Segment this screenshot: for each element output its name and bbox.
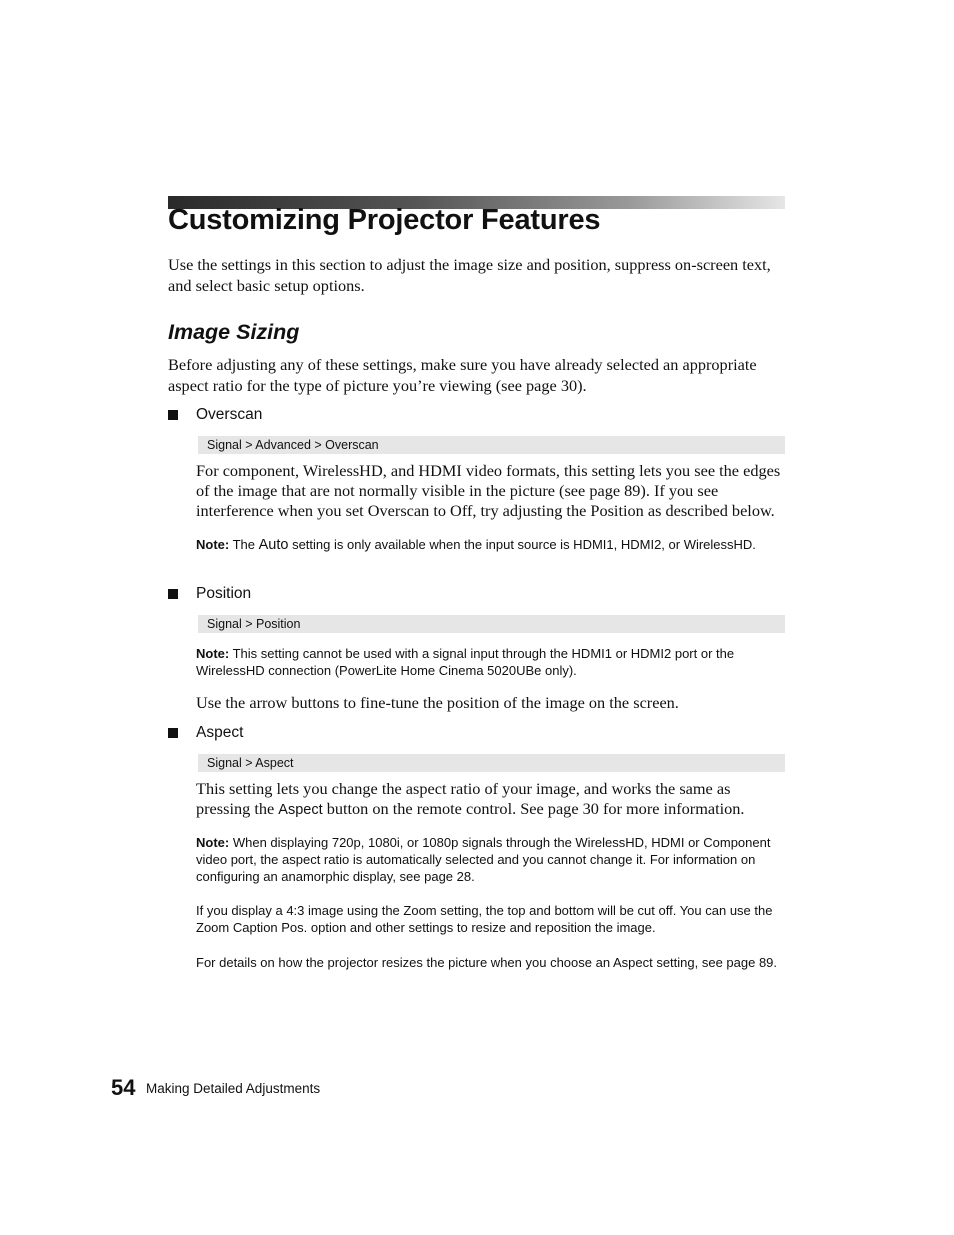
aspect-heading-label: Aspect	[196, 724, 244, 741]
position-menu-path: Signal > Position	[198, 615, 785, 633]
position-heading-label: Position	[196, 585, 252, 602]
overscan-note	[196, 536, 788, 554]
overscan-note-post: setting is only available when the input source is HDMI1, HDMI2, or WirelessHD.	[288, 537, 756, 552]
aspect-note-1-text: When displaying 720p, 1080i, or 1080p signals through the WirelessHD, HDMI or Component video port, the aspect ratio is automatically selected and you cannot change it. For information on configuring an anamorphic display, see page 28.	[196, 835, 771, 884]
aspect-body-term: Aspect	[278, 802, 323, 818]
section-title: Image Sizing	[168, 320, 300, 344]
aspect-note-1	[196, 834, 788, 885]
aspect-body	[196, 779, 788, 820]
overscan-note-pre: The	[232, 537, 259, 552]
position-note-text: This setting cannot be used with a signal input through the HDMI1 or HDMI2 port or the WirelessHD connection (PowerLite Home Cinema 5020UBe only).	[196, 646, 735, 678]
position-heading	[168, 584, 251, 604]
note-label: Note:	[196, 646, 230, 661]
overscan-heading	[168, 405, 262, 425]
overscan-menu-path: Signal > Advanced > Overscan	[198, 436, 785, 454]
aspect-menu-path: Signal > Aspect	[198, 754, 785, 772]
page-number: 54	[111, 1075, 136, 1100]
overscan-body: For component, WirelessHD, and HDMI video formats, this setting lets you see the edges of the image that are not normally visible in the picture (see page 89). If you see interference when you set Overscan to Off, try adjusting the Position as described below.	[196, 461, 781, 520]
aspect-heading	[168, 723, 243, 743]
position-body: Use the arrow buttons to fine-tune the position of the image on the screen.	[196, 693, 679, 712]
aspect-body-pre: This setting lets you change the aspect ratio of your image, and works the same as pressing the	[196, 779, 731, 818]
overscan-heading-label: Overscan	[196, 406, 263, 423]
bullet-square-icon	[168, 728, 178, 738]
aspect-note-3: For details on how the projector resizes the picture when you choose an Aspect setting, see page 89.	[196, 955, 778, 970]
overscan-note-term: Auto	[258, 537, 289, 553]
bullet-square-icon	[168, 410, 178, 420]
note-label: Note:	[196, 537, 230, 552]
position-note	[196, 645, 788, 679]
section-intro: Before adjusting any of these settings, make sure you have already selected an appropriate aspect ratio for the type of picture you’re viewing (see page 30).	[168, 355, 757, 395]
aspect-body-post: button on the remote control. See page 30 for more information.	[322, 799, 745, 818]
note-label: Note:	[196, 835, 230, 850]
aspect-note-2: If you display a 4:3 image using the Zoom setting, the top and bottom will be cut off. You can use the Zoom Caption Pos. option and other settings to resize and reposition the image.	[196, 903, 773, 935]
page-title: Customizing Projector Features	[168, 204, 601, 236]
bullet-square-icon	[168, 589, 178, 599]
intro-paragraph: Use the settings in this section to adjust the image size and position, suppress on-screen text, and select basic setup options.	[168, 255, 771, 295]
chapter-title: Making Detailed Adjustments	[146, 1081, 321, 1096]
